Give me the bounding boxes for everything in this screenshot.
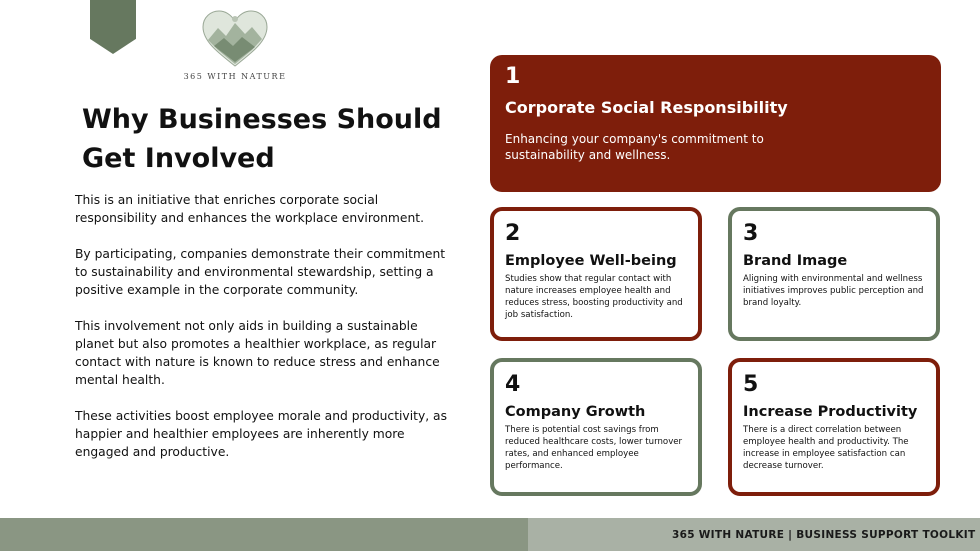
card-brand-image: [728, 207, 940, 341]
card-increase-productivity: [728, 358, 940, 496]
card-number: 3: [743, 221, 759, 246]
card-number: 2: [505, 221, 521, 246]
bookmark-ribbon: [90, 0, 136, 54]
card-employee-well-being: [490, 207, 702, 341]
heart-landscape-icon: [200, 10, 270, 68]
card-title: Increase Productivity: [743, 404, 918, 420]
paragraph: This involvement not only aids in building a sustainable planet but also promotes a healthier workplace, as regular contact with nature is known to reduce stress and enhance mental health.: [75, 319, 440, 387]
card-description: Enhancing your company's commitment to sustainability and wellness.: [505, 132, 764, 162]
brand-logo: [170, 8, 300, 84]
title-line-2: Get Involved: [82, 143, 275, 174]
card-title: Corporate Social Responsibility: [505, 98, 788, 117]
paragraph: This is an initiative that enriches corporate social responsibility and enhances the workplace environment.: [75, 193, 424, 225]
logo-wordmark: 365 WITH NATURE: [183, 72, 287, 81]
card-description: Aligning with environmental and wellness initiatives improves public perception and brand loyalty.: [743, 274, 924, 308]
title-line-1: Why Businesses Should: [82, 104, 442, 135]
footer-bar-right: [528, 518, 980, 551]
card-title: Brand Image: [743, 253, 848, 269]
footer-bar-left: [0, 518, 528, 551]
page-title: [82, 100, 462, 178]
paragraph: These activities boost employee morale and productivity, as happier and healthier employees are inherently more engaged and productive.: [75, 409, 447, 459]
footer-text: 365 WITH NATURE | BUSINESS SUPPORT TOOLKIT: [672, 529, 976, 541]
card-number: 4: [505, 372, 521, 397]
card-title: Company Growth: [505, 404, 646, 420]
card-description: There is a direct correlation between employee health and productivity. The increase in employee satisfaction can decrease turnover.: [743, 425, 909, 471]
card-company-growth: [490, 358, 702, 496]
card-corporate-social-responsibility: [490, 55, 941, 192]
card-description: Studies show that regular contact with nature increases employee health and reduces stress, boosting productivity and job satisfaction.: [505, 274, 683, 320]
card-number: 1: [505, 64, 521, 89]
paragraph: By participating, companies demonstrate their commitment to sustainability and environmental stewardship, setting a positive example in the corporate community.: [75, 247, 446, 297]
card-description: There is potential cost savings from reduced healthcare costs, lower turnover rates, and enhanced employee performance.: [505, 425, 683, 471]
card-title: Employee Well-being: [505, 253, 677, 269]
card-number: 5: [743, 372, 759, 397]
body-copy: [75, 191, 460, 479]
